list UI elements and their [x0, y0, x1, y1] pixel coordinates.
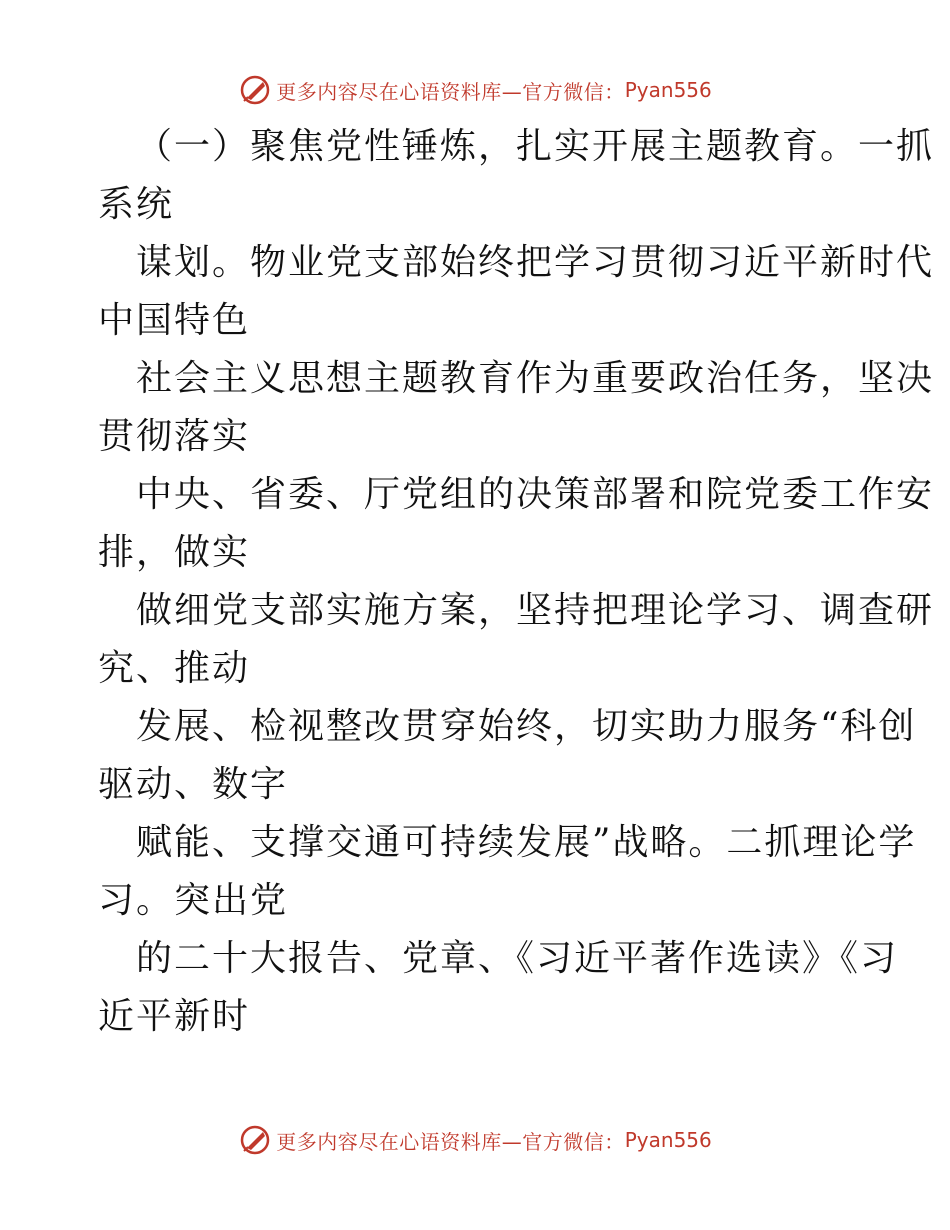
text-line: 习。突出党 — [98, 880, 289, 921]
text-line: 近平新时 — [98, 996, 251, 1037]
text-line: 究、推动 — [98, 648, 251, 689]
text-line: 做细党支部实施方案，坚持把理论学习、调查研 — [136, 590, 935, 631]
text-line: 驱动、数字 — [98, 764, 289, 805]
text-line: 贯彻落实 — [98, 416, 251, 457]
watermark-text: 更多内容尽在心语资料库—官方微信： — [276, 79, 625, 104]
text-line: 中央、省委、厅党组的决策部署和院党委工作安 — [136, 474, 935, 515]
text-line: 的二十大报告、党章、《习近平著作选读》《习 — [136, 938, 899, 979]
document-body — [98, 118, 935, 1046]
quill-pen-logo-icon — [238, 73, 272, 107]
watermark-handle: Pyan556 — [624, 1128, 712, 1152]
watermark-handle: Pyan556 — [624, 78, 712, 102]
text-line: 赋能、支撑交通可持续发展”战略。二抓理论学 — [136, 822, 917, 863]
header-watermark — [0, 70, 950, 110]
text-line: 谋划。物业党支部始终把学习贯彻习近平新时代 — [136, 242, 935, 283]
quill-pen-logo-icon — [238, 1123, 272, 1157]
watermark-text: 更多内容尽在心语资料库—官方微信： — [276, 1129, 625, 1154]
text-line: 系统 — [98, 184, 175, 225]
text-line: 中国特色 — [98, 300, 251, 341]
text-line: 社会主义思想主题教育作为重要政治任务，坚决 — [136, 358, 935, 399]
text-line: 排，做实 — [98, 532, 251, 573]
text-line: 发展、检视整改贯穿始终，切实助力服务“科创 — [136, 706, 917, 747]
text-line: （一）聚焦党性锤炼，扎实开展主题教育。一抓 — [136, 126, 935, 167]
footer-watermark — [0, 1120, 950, 1160]
